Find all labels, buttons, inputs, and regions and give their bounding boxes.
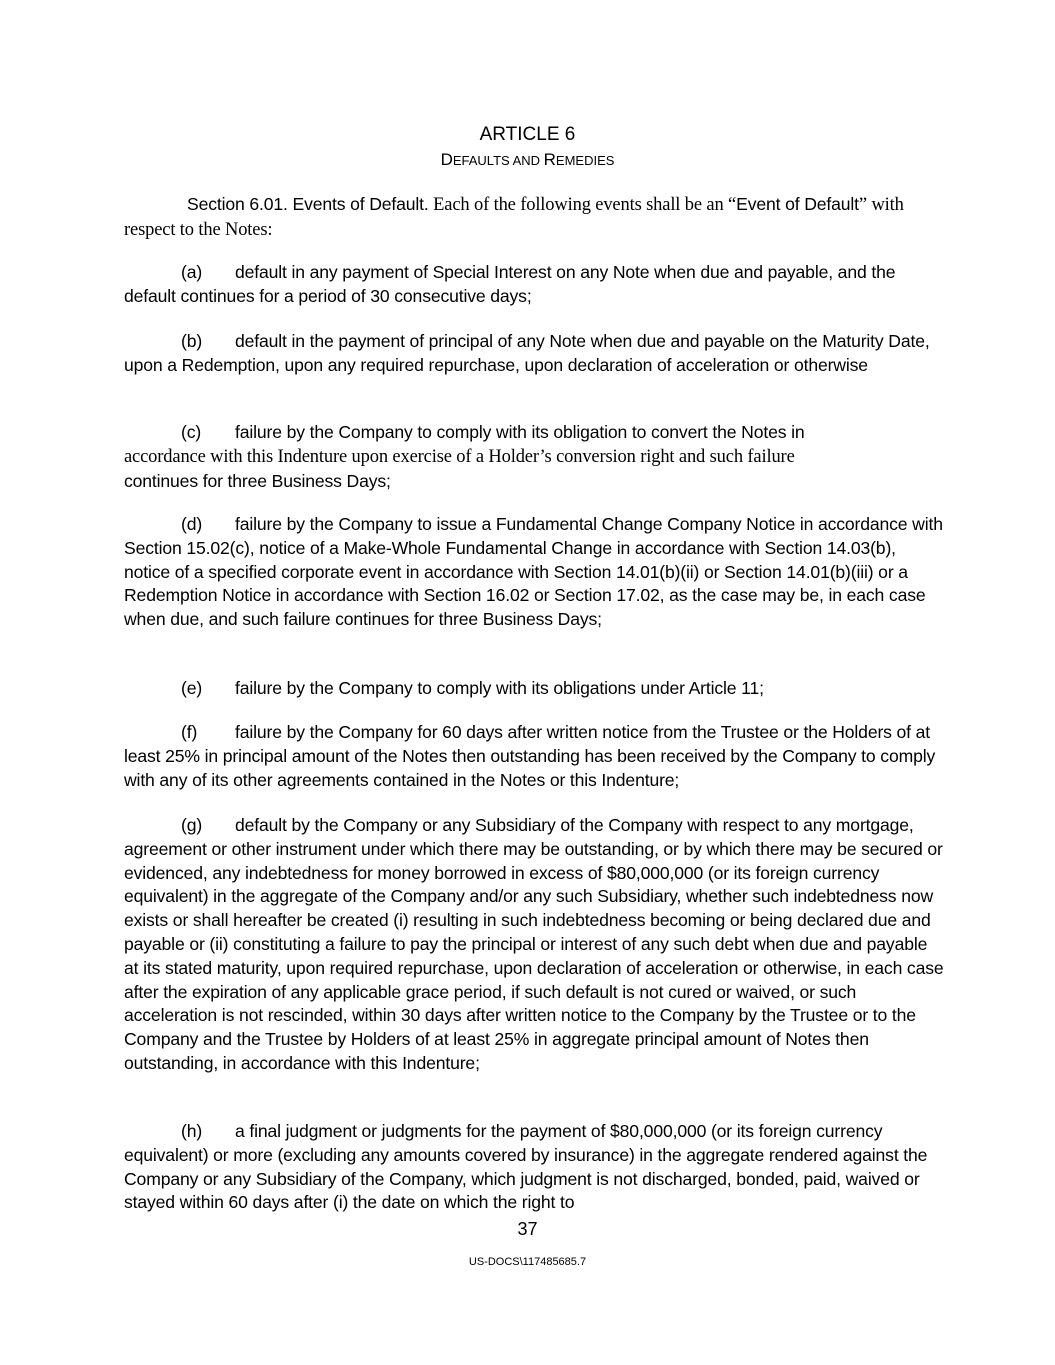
item-label: (h) [181,1121,203,1141]
item-label: (b) [181,331,203,351]
item-label: (c) [181,422,202,442]
list-item [124,814,944,1076]
subtitle-initial-r: R [543,150,556,169]
section-intro-end: ” with respect to the Notes: [124,195,904,240]
document-id: US-DOCS\117485685.7 [468,1256,587,1268]
item-text-end: continues for three Business Days; [124,470,391,491]
item-text: default in the payment of principal of any Note when due and payable on the Maturity Date, upon a Redemption, upon any required repurchase, upon declaration of acceleration or otherwise [124,331,930,375]
item-label: (e) [181,678,203,698]
subtitle-part-1: EFAULTS AND [452,153,544,168]
article-subtitle [0,150,1055,170]
item-text: failure by the Company to issue a Fundamental Change Company Notice in accordance with Section 15.02(c), notice of a Make-Whole Fundamental Change in accordance with Section 14.03(b), notice of a specified corporate event in accordance with Section 14.01(b)(ii) or Section 14.01(b)(iii) or a Redemption Notice in accordance with Section 16.02 or Section 17.02, as the case may be, in each case when due, and such failure continues for three Business Days; [124,514,943,630]
item-text: default in any payment of Special Interest on any Note when due and payable, and the default continues for a period of 30 consecutive days; [124,262,896,306]
subtitle-initial-d: D [440,150,453,169]
item-text: failure by the Company to comply with its obligation to convert the Notes in [235,422,805,442]
defined-term: Event of Default [736,194,859,214]
page-number: 37 [517,1219,538,1239]
item-text: failure by the Company for 60 days after written notice from the Trustee or the Holders of at least 25% in principal amount of the Notes then outstanding has been received by the Company to comply with any of its other agreements contained in the Notes or this Indenture; [124,722,936,790]
item-label: (g) [181,815,203,835]
item-text: a final judgment or judgments for the payment of $80,000,000 (or its foreign currency equivalent) or more (excluding any amounts covered by insurance) in the aggregate rendered against the Company or any Subsidiary of the Company, which judgment is not discharged, bonded, paid, waived or stayed within 60 days after (i) the date on which the right to [124,1121,928,1213]
item-label: (f) [181,722,198,742]
list-item [124,721,944,792]
item-text: failure by the Company to comply with its obligations under Article 11; [235,678,764,698]
section-heading: Section 6.01. Events of Default. [187,194,429,214]
section-intro-text: Each of the following events shall be an “ [428,195,737,215]
list-item [124,513,944,632]
subtitle-part-2: EMEDIES [555,153,615,168]
item-text-serif: accordance with this Indenture upon exercise of a Holder’s conversion right and such failure [124,446,795,467]
list-item [124,1120,944,1215]
list-item [124,261,944,309]
item-label: (a) [181,262,203,282]
list-item [124,330,944,378]
section-intro [124,193,944,243]
article-title: ARTICLE 6 [479,124,576,145]
item-label: (d) [181,514,203,534]
item-text: default by the Company or any Subsidiary of the Company with respect to any mortgage, agreement or other instrument under which there may be outstanding, or by which there may be secured or evidenced, any indebtedness for money borrowed in excess of $80,000,000 (or its foreign currency equivalent) in the aggregate of the Company and/or any such Subsidiary, whether such indebtedness now exists or shall hereafter be created (i) resulting in such indebtedness becoming or being declared due and payable or (ii) constituting a failure to pay the principal or interest of any such debt when due and payable at its stated maturity, upon required repurchase, upon declaration of acceleration or otherwise, in each case after the expiration of any applicable grace period, if such default is not cured or waived, or such acceleration is not rescinded, within 30 days after written notice to the Company by the Trustee or to the Company and the Trustee by Holders of at least 25% in aggregate principal amount of Notes then outstanding, in accordance with this Indenture; [124,815,944,1073]
list-item [124,677,944,701]
list-item [124,421,944,493]
